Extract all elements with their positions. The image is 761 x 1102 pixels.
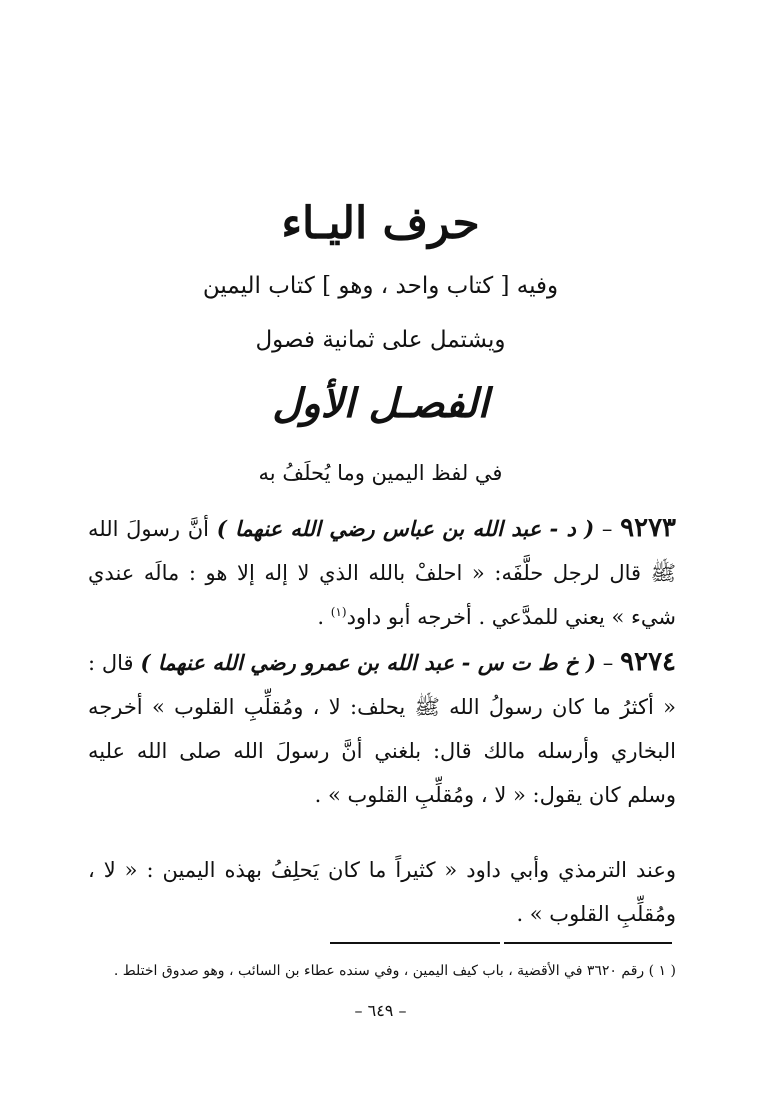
footnote: ( ١ ) رقم ٣٦٢٠ في الأقضية ، باب كيف اليمين ، وفي سنده عطاء بن السائب ، وهو صدوق اختلط . — [113, 963, 676, 979]
page-number: – ٦٤٩ – — [354, 1001, 407, 1020]
footnote-divider-gap — [500, 940, 504, 946]
hadith-dash: – — [595, 651, 621, 675]
narration-note-paragraph: وعند الترمذي وأبي داود « كثيراً ما كان يَحلِفُ بهذه اليمين : « لا ، ومُقلِّبِ القلوب » . — [88, 858, 676, 926]
footnote-reference: (١) — [330, 605, 347, 619]
hadith-text: أنَّ رسولَ الله ﷺ قال لرجل حلَّفَه: « احلفْ بالله الذي لا إله إلا هو : مالَه عندي شيء » يعني للمدَّعي . أخرجه أبو داود — [88, 517, 676, 629]
hadith-text: قال : « أكثرُ ما كان رسولُ الله ﷺ يحلف: لا ، ومُقلِّبِ القلوب » أخرجه البخاري وأرسله مالك قال: بلغني أنَّ رسولَ الله صلى الله عليه وسلم كان يقول: « لا ، ومُقلِّبِ القلوب » . — [88, 651, 676, 807]
hadith-dash: – — [594, 517, 621, 541]
hadith-source: ( د - عبد الله بن عباس رضي الله عنهما ) — [216, 516, 595, 541]
book-subtitle: وفيه [ كتاب واحد ، وهو ] كتاب اليمين — [202, 273, 559, 299]
hadith-number: ٩٢٧٣ — [620, 513, 676, 543]
hadith-paragraph — [88, 640, 676, 817]
hadith-paragraph — [88, 506, 676, 639]
hadith-number: ٩٢٧٤ — [620, 647, 676, 677]
chapter-heading: في لفظ اليمين وما يُحلَفُ به — [258, 461, 503, 485]
hadith-end: . — [317, 605, 331, 629]
section-letter-title: حرف اليـاء — [281, 198, 480, 249]
chapters-count-line: ويشتمل على ثمانية فصول — [255, 327, 506, 353]
hadith-source: ( خ ط ت س - عبد الله بن عمرو رضي الله عنهما ) — [140, 650, 596, 675]
chapter-title: الفصـل الأول — [272, 380, 489, 427]
